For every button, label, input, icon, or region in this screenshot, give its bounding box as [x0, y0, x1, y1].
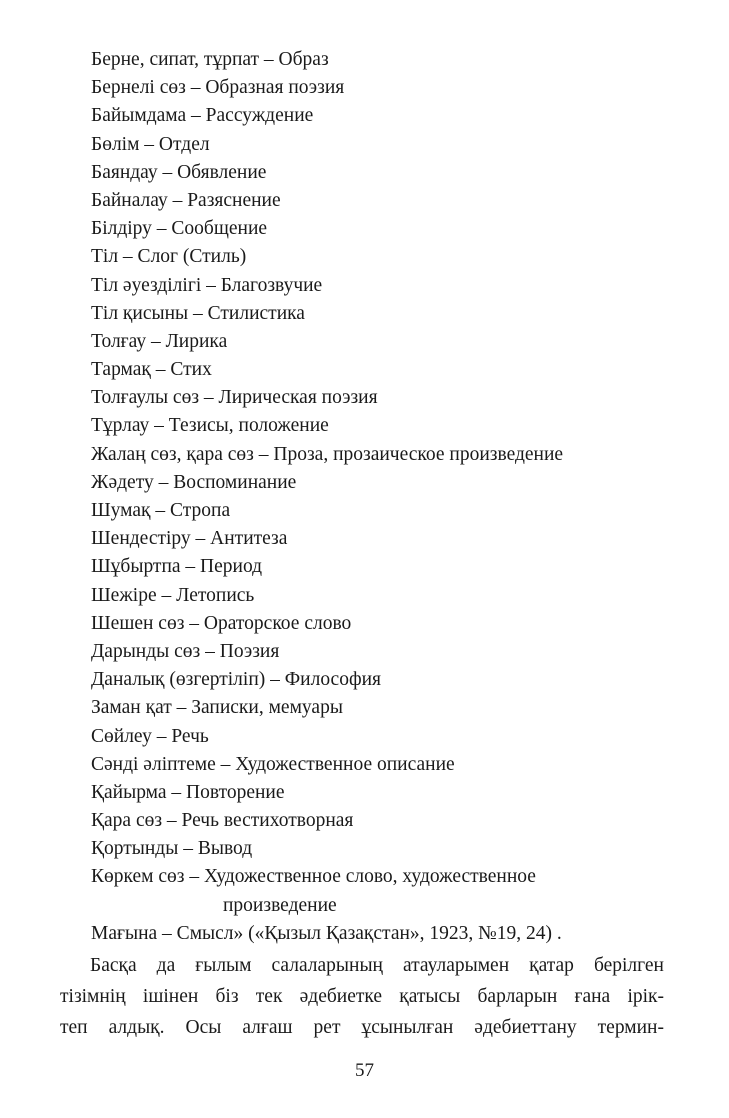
glossary-entry: Қайырма – Повторение [91, 781, 285, 803]
page-number: 57 [355, 1060, 374, 1081]
body-paragraph [60, 950, 664, 1043]
glossary-entry: Көркем сөз – Художественное слово, художественное [91, 866, 536, 888]
glossary-entry: Қортынды – Вывод [91, 838, 253, 860]
glossary-entry: Шендестіру – Антитеза [91, 528, 288, 550]
glossary-entry: Шешен сөз – Ораторское слово [91, 612, 352, 634]
glossary-entry: Толғау – Лирика [91, 330, 228, 352]
glossary-entry: Тіл әуезділігі – Благозвучие [91, 274, 323, 296]
paragraph-line: Басқа да ғылым салаларының атауларымен қатар берілген [90, 955, 664, 976]
glossary-entry: Қара сөз – Речь вестихотворная [91, 810, 354, 832]
glossary-entry: Мағына – Смысл» («Қызыл Қазақстан», 1923, №19, 24) . [91, 922, 562, 944]
glossary-entry: Берне, сипат, тұрпат – Образ [91, 49, 329, 70]
glossary-entry: Шұбыртпа – Период [91, 556, 263, 578]
glossary-entry: Бөлім – Отдел [91, 133, 210, 155]
glossary-list [91, 46, 691, 948]
glossary-entry: Білдіру – Сообщение [91, 218, 268, 240]
glossary-entry: Жалаң сөз, қара сөз – Проза, прозаическое произведение [91, 443, 564, 465]
paragraph-line: теп алдық. Осы алғаш рет ұсынылған әдебиеттану термин- [60, 1017, 664, 1038]
glossary-entry: Баяндау – Обявление [91, 161, 267, 183]
glossary-entry: Заман қат – Записки, мемуары [91, 697, 343, 719]
glossary-entry: Толғаулы сөз – Лирическая поэзия [91, 387, 378, 409]
glossary-entry: Тармақ – Стих [91, 359, 212, 381]
paragraph-line: тізімнің ішінен біз тек әдебиетке қатысы барларын ғана ірік- [60, 986, 664, 1007]
glossary-entry: Сәнді әліптеме – Художественное описание [91, 753, 455, 775]
glossary-entry: Тіл қисыны – Стилистика [91, 302, 305, 324]
glossary-entry-continuation: произведение [223, 894, 337, 916]
glossary-entry: Бернелі сөз – Образная поэзия [91, 77, 345, 99]
glossary-entry: Даналық (өзгертіліп) – Философия [91, 669, 382, 691]
glossary-entry: Шумақ – Стропа [91, 500, 231, 521]
glossary-entry: Тіл – Слог (Стиль) [91, 246, 247, 268]
glossary-entry: Жәдету – Воспоминание [91, 471, 297, 493]
glossary-entry: Дарынды сөз – Поэзия [91, 640, 280, 662]
glossary-entry: Байымдама – Рассуждение [91, 105, 314, 127]
glossary-entry: Сөйлеу – Речь [91, 725, 209, 747]
glossary-entry: Байналау – Разяснение [91, 189, 281, 211]
glossary-entry: Шежіре – Летопись [91, 584, 255, 606]
glossary-entry: Тұрлау – Тезисы, положение [91, 415, 329, 437]
